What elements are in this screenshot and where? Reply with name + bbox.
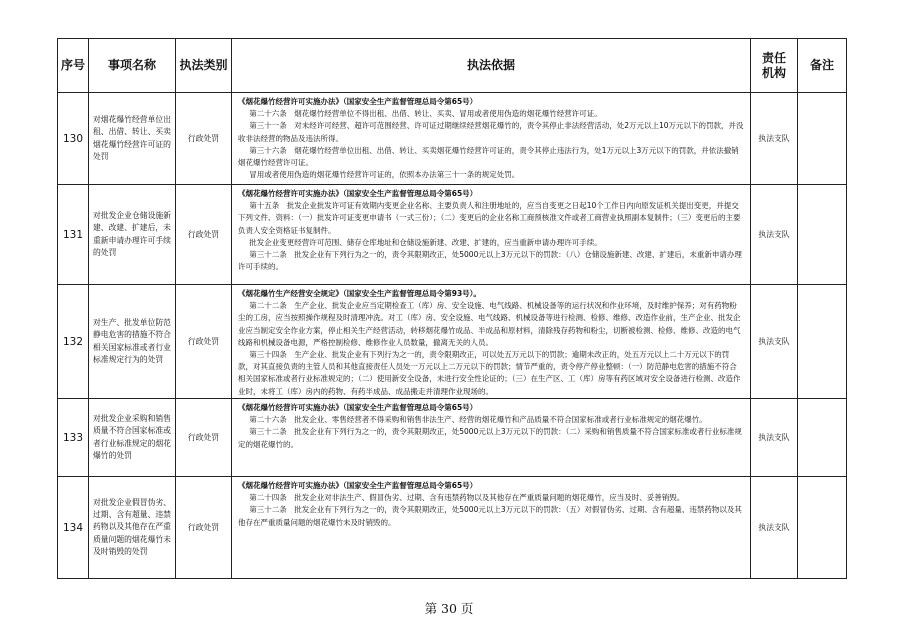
- law-article: 第三十二条 批发企业有下列行为之一的，责令其限期改正，处5000元以上3万元以下的罚款：（五）对假冒伪劣、过期、含有超量、违禁药物以及其他存在严重质量问题的烟花爆竹未及时销毁的。: [238, 505, 742, 527]
- law-title: 《烟花爆竹经营许可实施办法》（国家安全生产监督管理总局令第65号）: [238, 481, 478, 490]
- table-row: [58, 93, 847, 185]
- header-note: 备注: [798, 39, 847, 93]
- item-name: 对烟花爆竹经营单位出租、出借、转让、买卖烟花爆竹经营许可证的处罚: [89, 93, 176, 185]
- responsible-org: 执法支队: [751, 93, 798, 185]
- table-row: [58, 185, 847, 285]
- responsible-org: 执法支队: [751, 285, 798, 399]
- law-title: 《烟花爆竹经营许可实施办法》（国家安全生产监督管理总局令第65号）: [238, 97, 478, 106]
- law-article: 第二十六条 批发企业、零售经营者不得采购和销售非法生产、经营的烟花爆竹和产品质量不符合国家标准或者行业标准规定的烟花爆竹。: [249, 415, 707, 425]
- law-article: 第三十四条 生产企业、批发企业有下列行为之一的，责令限期改正，可以处五万元以下的罚款；逾期未改正的，处五万元以上二十万元以下的罚款，对其直接负责的主管人员和其他直接责任人员处一万元以上二万元以下的罚款；情节严重的，责令停产停业整顿：（一）防范静电危害的措施不符合相关国家标准或者行业标准规定的；（二）使用新安全设备，未进行安全性论证的；（三）在生产区、工（库）房等有药区域对安全设备进行检测、改造作业时，未将工（库）房内的药物、有药半成品、成品搬走并清理作业现场的。: [238, 350, 741, 396]
- row-number: 130: [58, 93, 89, 185]
- law-article: 第三十六条 烟花爆竹经营单位出租、出借、转让、买卖烟花爆竹经营许可证的，责令其停止违法行为，处1万元以上3万元以下的罚款，并依法撤销烟花爆竹经营许可证。: [238, 145, 739, 168]
- table-row: [58, 477, 847, 579]
- remarks: [798, 185, 847, 285]
- header-name: 事项名称: [89, 39, 176, 93]
- enforcement-category: 行政处罚: [176, 477, 232, 579]
- law-article: 批发企业变更经营许可范围、储存仓库地址和仓储设施新建、改建、扩建的，应当重新申请办理许可手续。: [249, 237, 602, 247]
- law-article: 第二十二条 生产企业、批发企业应当定期检查工（库）房、安全设施、电气线路、机械设备等的运行状况和作业环境，及时维护保养；对有药物粉尘的工房，应当按照操作规程及时清理冲洗。对工（库）房、安全设施、电气线路、机械设备等进行检测、检修、维修、改造作业前，生产企业、批发企业应当制定安全作业方案，停止相关生产经营活动，转移烟花爆竹成品、半成品和原材料，清除残存药物和粉尘，切断被检测、检修、维修、改造的电气线路和机械设备电源，严格控制检修、维修作业人员数量，撤离无关的人员。: [238, 301, 741, 347]
- law-title: 《烟花爆竹经营许可实施办法》（国家安全生产监督管理总局令第65号）: [238, 403, 478, 412]
- responsible-org: 执法支队: [751, 185, 798, 285]
- law-article: 第三十一条 对未经许可经营、超许可范围经营、许可证过期继续经营烟花爆竹的，责令其停止非法经营活动，处2万元以上10万元以下的罚款，并没收非法经营的物品及违法所得。: [238, 121, 744, 143]
- page-number: 第 30 页: [424, 601, 474, 616]
- enforcement-category: 行政处罚: [176, 285, 232, 399]
- enforcement-table: [57, 38, 847, 579]
- law-title: 《烟花爆竹经营许可实施办法》（国家安全生产监督管理总局令第65号）: [238, 189, 478, 198]
- header-row: [58, 39, 847, 93]
- law-article: 第十五条 批发企业批发许可证有效期内变更企业名称、主要负责人和注册地址的，应当自变更之日起10个工作日内向原发证机关提出变更，并提交下列文件、资料：（一）批发许可证变更申请书（一式三份）；（二）变更后的企业名称工商预核准文件或者工商营业执照副本复制件；（三）变更后的主要负责人安全资格证书复制件。: [238, 201, 741, 235]
- law-article: 第三十二条 批发企业有下列行为之一的，责令其限期改正，处5000元以上3万元以下的罚款：（二）采购和销售质量不符合国家标准或者行业标准规定的烟花爆竹的。: [238, 427, 742, 449]
- header-category: 执法类别: [176, 39, 232, 93]
- item-name: 对批发企业采购和销售质量不符合国家标准或者行业标准规定的烟花爆竹的处罚: [89, 399, 176, 477]
- remarks: [798, 285, 847, 399]
- item-name: 对批发企业仓储设施新建、改建、扩建后，未重新申请办理许可手续的处罚: [89, 185, 176, 285]
- item-name: 对批发企业假冒伪劣、过期、含有超量、违禁药物以及其他存在严重质量问题的烟花爆竹未及时销毁的处罚: [89, 477, 176, 579]
- header-no: 序号: [58, 39, 89, 93]
- legal-basis: [232, 399, 751, 477]
- legal-basis: [232, 285, 751, 399]
- row-number: 131: [58, 185, 89, 285]
- enforcement-category: 行政处罚: [176, 399, 232, 477]
- remarks: [798, 93, 847, 185]
- row-number: 132: [58, 285, 89, 399]
- law-article: 第二十四条 批发企业对非法生产、假冒伪劣、过期、含有违禁药物以及其他存在严重质量问题的烟花爆竹，应当及时、妥善销毁。: [249, 493, 685, 503]
- item-name: 对生产、批发单位防范静电危害的措施不符合相关国家标准或者行业标准规定行为的处罚: [89, 285, 176, 399]
- law-title: 《烟花爆竹生产经营安全规定》（国家安全生产监督管理总局令第93号）。: [238, 289, 481, 298]
- legal-basis: [232, 477, 751, 579]
- responsible-org: 执法支队: [751, 399, 798, 477]
- remarks: [798, 477, 847, 579]
- table-row: [58, 399, 847, 477]
- enforcement-category: 行政处罚: [176, 93, 232, 185]
- row-number: 133: [58, 399, 89, 477]
- header-basis: 执法依据: [232, 39, 751, 93]
- row-number: 134: [58, 477, 89, 579]
- header-org: 责任 机构: [751, 39, 798, 93]
- legal-basis: [232, 93, 751, 185]
- law-article: 第三十二条 批发企业有下列行为之一的，责令其限期改正，处5000元以上3万元以下的罚款：（八）仓储设施新建、改建、扩建后，未重新申请办理许可手续的。: [238, 250, 742, 272]
- law-article: 第二十六条 烟花爆竹经营单位不得出租、出借、转让、买卖、冒用或者使用伪造的烟花爆竹经营许可证。: [249, 109, 602, 119]
- legal-basis: [232, 185, 751, 285]
- law-article: 冒用或者使用伪造的烟花爆竹经营许可证的，依照本办法第三十一条的规定处罚。: [249, 170, 520, 180]
- remarks: [798, 399, 847, 477]
- table-row: [58, 285, 847, 399]
- responsible-org: 执法支队: [751, 477, 798, 579]
- enforcement-category: 行政处罚: [176, 185, 232, 285]
